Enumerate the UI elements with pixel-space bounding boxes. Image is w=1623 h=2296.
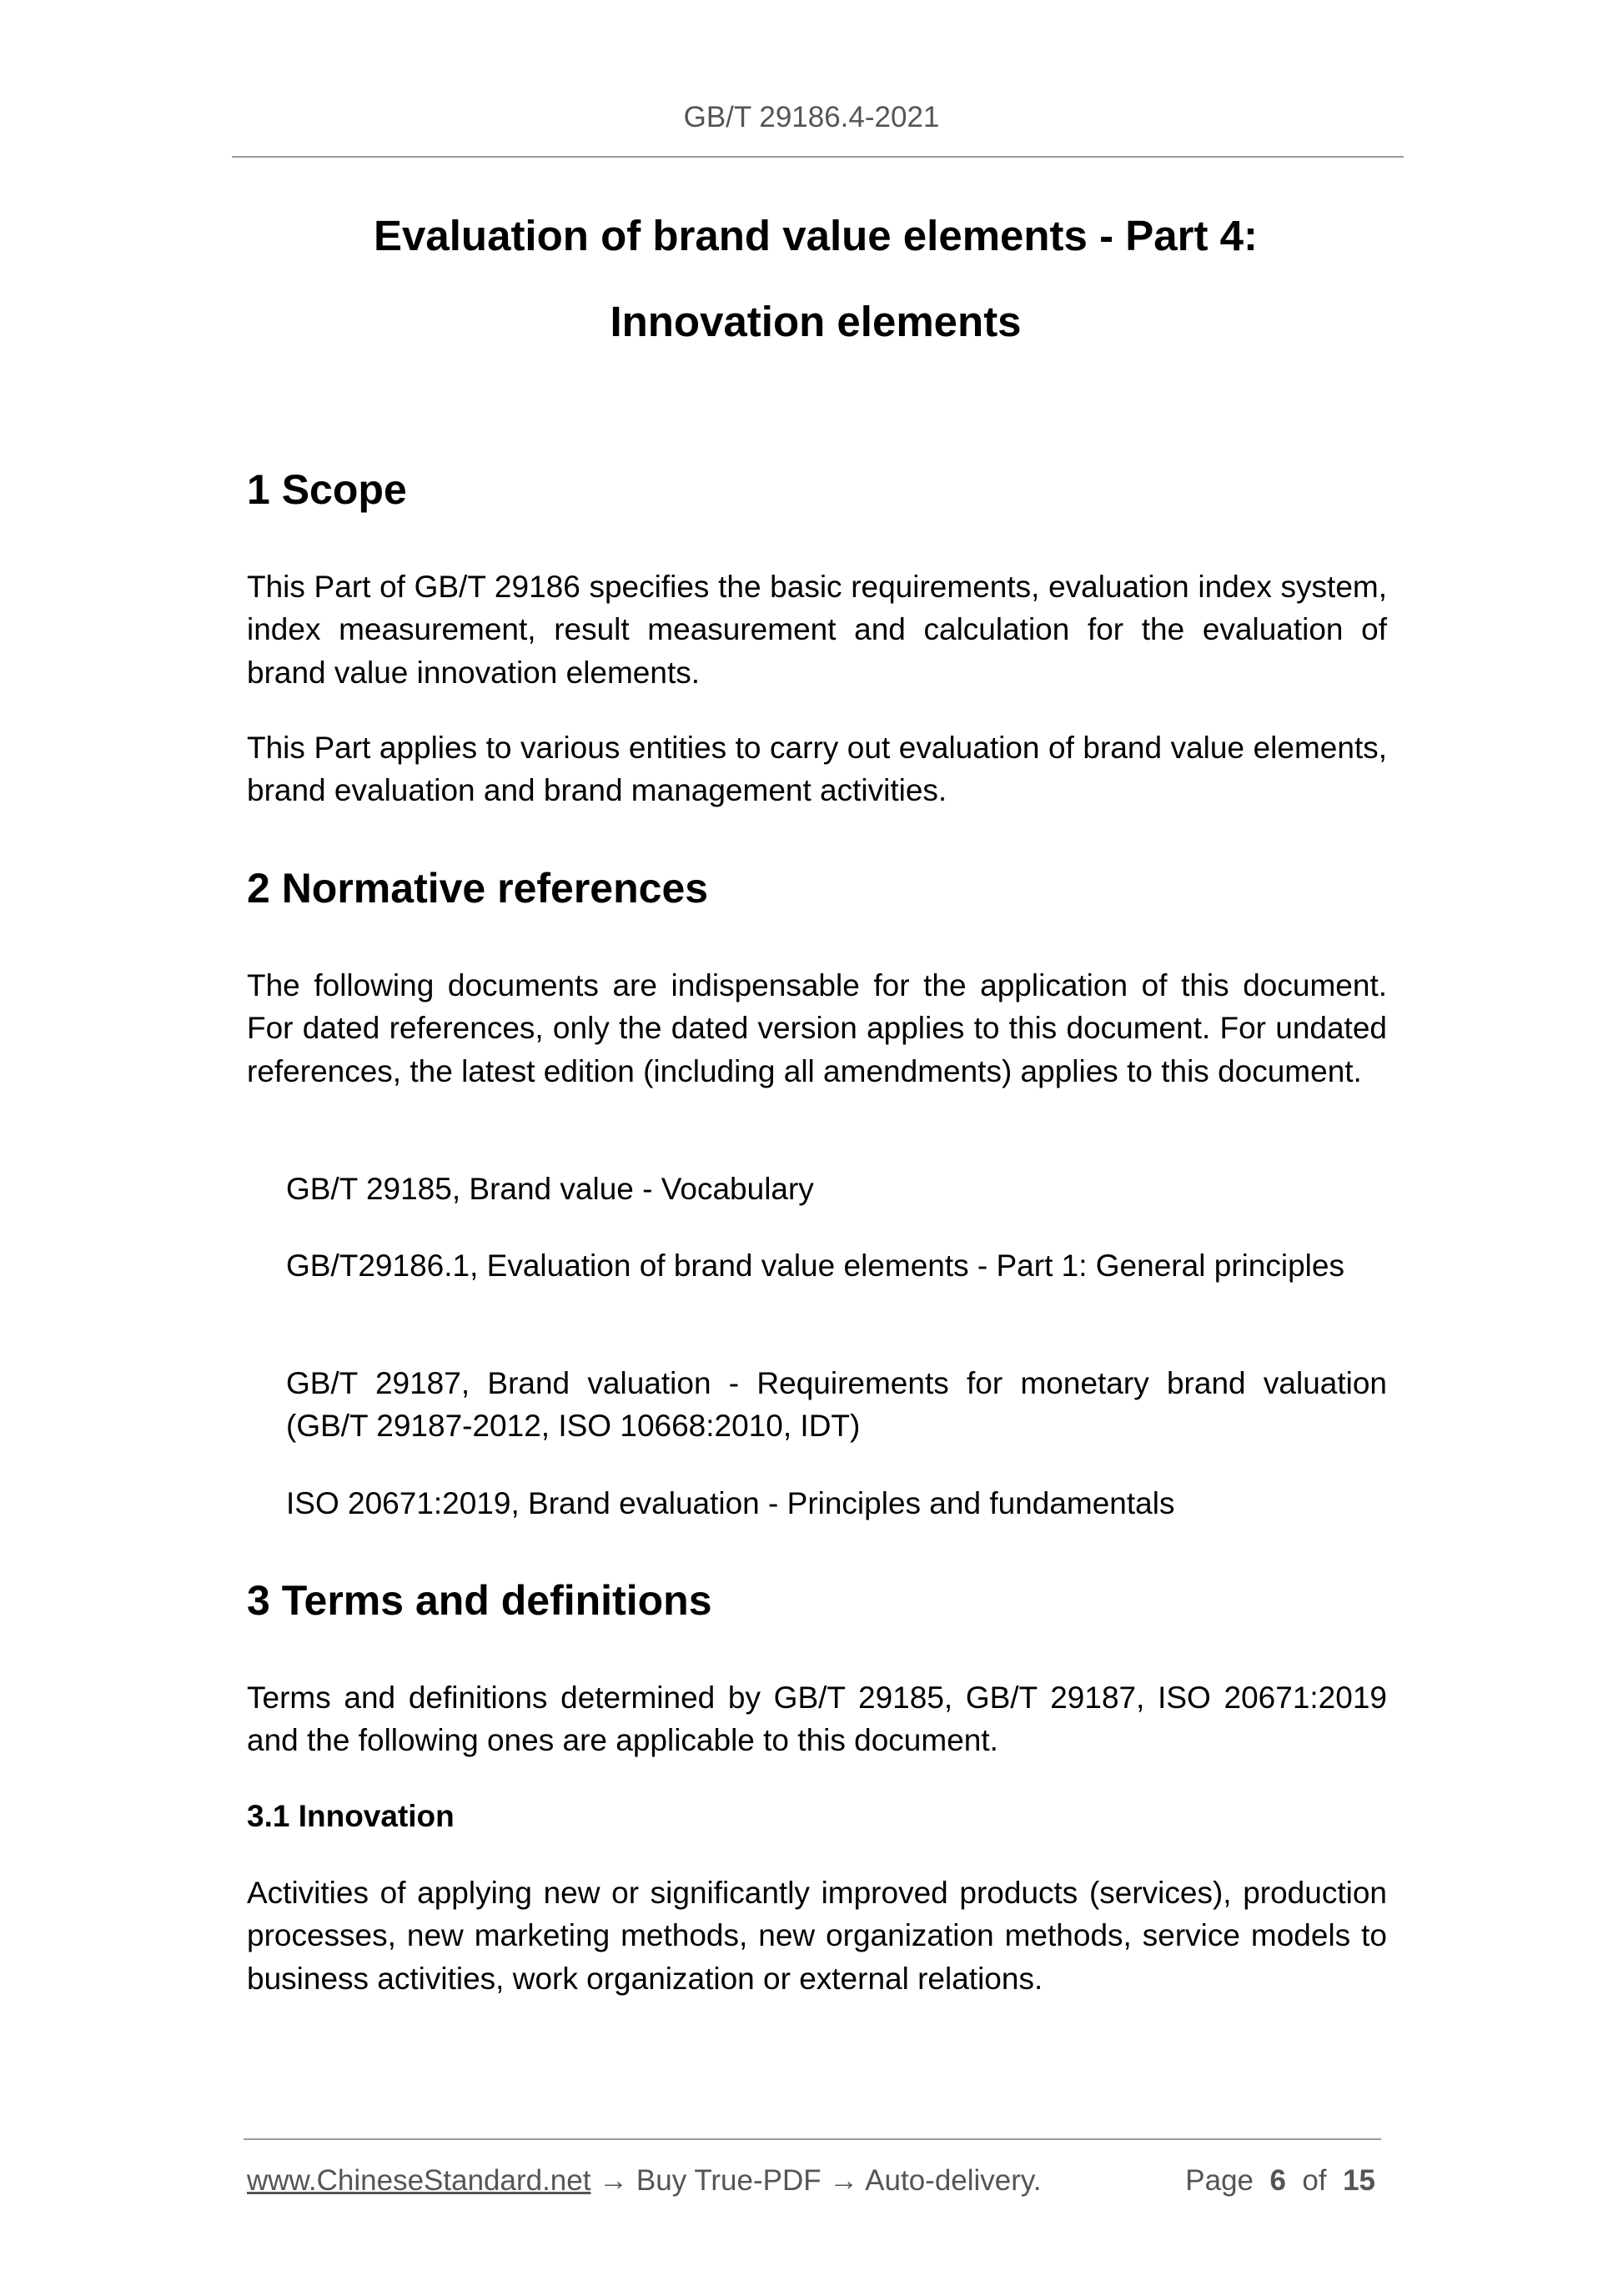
footer-promo-text: → Buy True-PDF → Auto-delivery. [590,2164,1042,2197]
normative-intro: The following documents are indispensable for the application of this document. For dated references, only the dated version applies to this document. For undated references, the latest edition (including all amendments) applies to this document. [247,968,1387,1088]
page-footer [247,2162,1375,2200]
header-divider [232,156,1404,158]
subsection-heading-innovation: 3.1 Innovation [247,1799,455,1833]
section-heading-terms: 3 Terms and definitions [247,1577,712,1624]
scope-paragraph: This Part of GB/T 29186 specifies the basic requirements, evaluation index system, index measurement, result measurement and calculation for the evaluation of brand value innovation elements. [247,570,1387,690]
reference-item: GB/T 29187, Brand valuation - Requirements for monetary brand valuation (GB/T 29187-2012, ISO 10668:2010, IDT) [286,1366,1387,1444]
section-heading-normative: 2 Normative references [247,865,709,912]
reference-item: GB/T 29185, Brand value - Vocabulary [286,1172,814,1206]
website-link[interactable]: www.ChineseStandard.net [247,2164,591,2197]
document-title-line2: Innovation elements [610,298,1022,345]
document-title-line1: Evaluation of brand value elements - Part 4: [374,212,1258,259]
reference-item: GB/T29186.1, Evaluation of brand value elements - Part 1: General principles [286,1248,1344,1283]
terms-intro: Terms and definitions determined by GB/T 29185, GB/T 29187, ISO 20671:2019 and the following ones are applicable to this document. [247,1681,1387,1758]
reference-item: ISO 20671:2019, Brand evaluation - Principles and fundamentals [286,1486,1175,1520]
running-header: GB/T 29186.4-2021 [683,101,940,133]
footer-promo [247,2162,1042,2200]
section-heading-scope: 1 Scope [247,466,407,513]
innovation-definition: Activities of applying new or significantly improved products (services), production processes, new marketing methods, new organization methods, service models to business activities, work organization or external relations. [247,1876,1387,1996]
footer-divider [244,2138,1381,2140]
page-number: Page 6 of 15 [1185,2164,1375,2197]
scope-paragraph: This Part applies to various entities to carry out evaluation of brand value elements, brand evaluation and brand management activities. [247,731,1387,808]
